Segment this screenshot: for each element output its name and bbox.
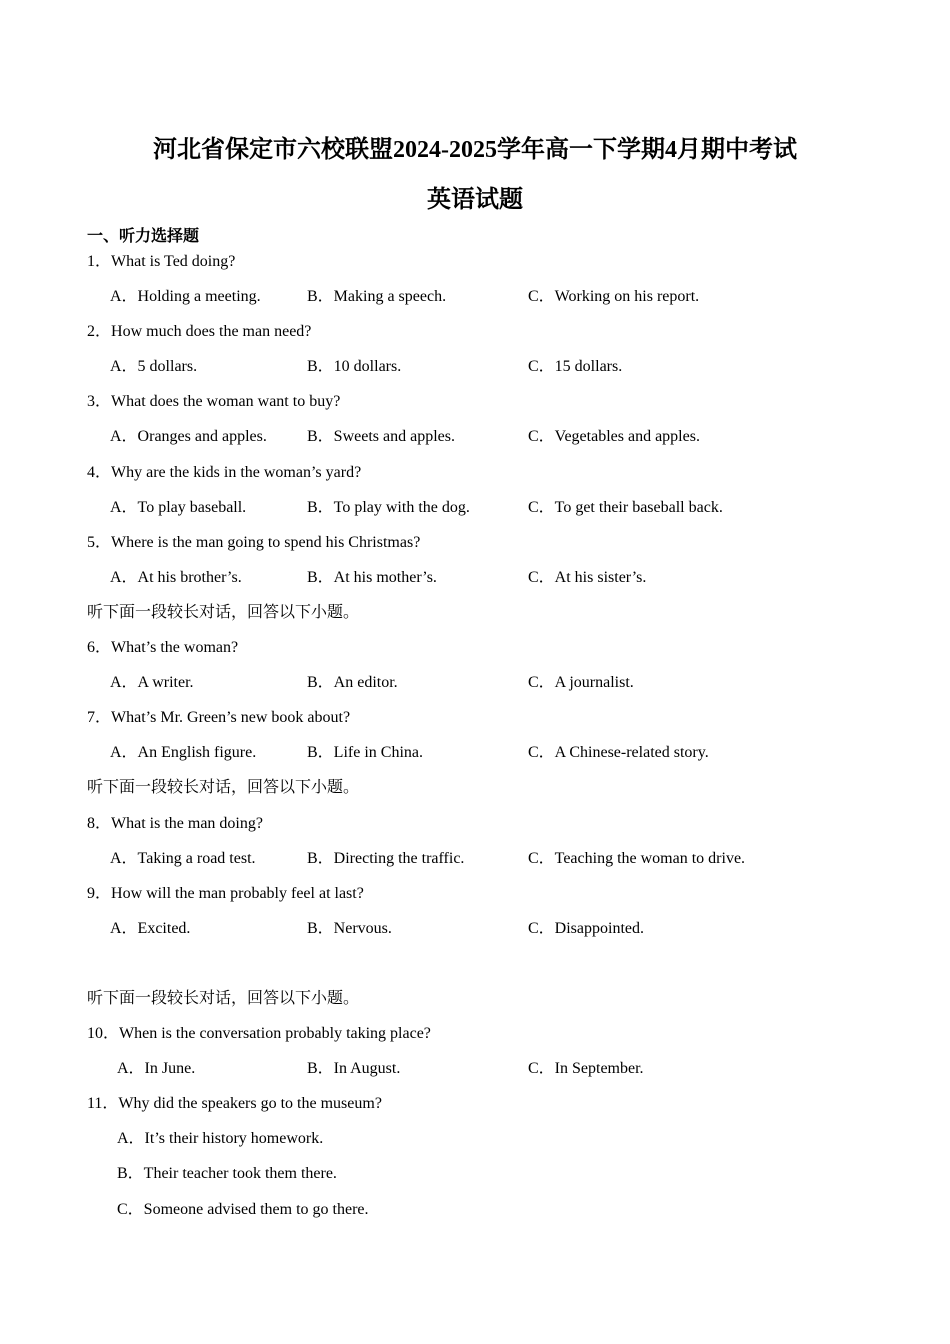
question-number: 9． — [87, 884, 112, 902]
option-b: B．In August. — [307, 1060, 401, 1078]
question-11 — [87, 1086, 877, 1121]
listening-instruction: 听下面一段较长对话，回答以下小题。 — [87, 989, 360, 1007]
question-10 — [87, 1016, 877, 1051]
option-c: C．Disappointed. — [528, 919, 644, 937]
option-b: B．Making a speech. — [307, 288, 447, 306]
question-2 — [87, 314, 877, 349]
question-1 — [87, 244, 877, 279]
question-number: 4． — [87, 463, 112, 481]
option-b: B．10 dollars. — [307, 358, 402, 376]
option-b: B．To play with the dog. — [307, 498, 470, 516]
listening-instruction: 听下面一段较长对话，回答以下小题。 — [87, 603, 360, 621]
options-11-c — [87, 1192, 877, 1227]
options-7 — [87, 735, 877, 770]
option-b: B．Life in China. — [307, 744, 423, 762]
question-number: 7． — [87, 709, 112, 727]
option-a: A．Oranges and apples. — [110, 428, 267, 446]
options-3 — [87, 419, 877, 454]
section-heading: 一、听力选择题 — [87, 228, 200, 245]
option-a: A．5 dollars. — [110, 358, 198, 376]
question-7 — [87, 700, 877, 735]
option-c: C．A Chinese-related story. — [528, 744, 709, 762]
options-9 — [87, 911, 877, 946]
question-8 — [87, 806, 877, 841]
option-c: C．In September. — [528, 1060, 644, 1078]
question-5 — [87, 525, 877, 560]
blank-line — [87, 946, 877, 981]
options-6 — [87, 665, 877, 700]
question-number: 6． — [87, 639, 112, 657]
question-number: 3． — [87, 393, 112, 411]
option-c: C．Someone advised them to go there. — [117, 1200, 369, 1218]
exam-title: 河北省保定市六校联盟2024-2025学年高一下学期4月期中考试 — [153, 137, 797, 163]
question-text: When is the conversation probably taking place? — [119, 1025, 431, 1043]
question-6 — [87, 630, 877, 665]
option-c: C．Vegetables and apples. — [528, 428, 700, 446]
question-number: 2． — [87, 323, 112, 341]
question-3 — [87, 384, 877, 419]
options-1 — [87, 279, 877, 314]
option-b: B．At his mother’s. — [307, 568, 437, 586]
option-b: B．An editor. — [307, 674, 398, 692]
question-text: How will the man probably feel at last? — [111, 884, 364, 902]
options-2 — [87, 349, 877, 384]
options-5 — [87, 560, 877, 595]
question-text: Why did the speakers go to the museum? — [118, 1095, 382, 1113]
option-c: C．Teaching the woman to drive. — [528, 849, 746, 867]
option-a: A．A writer. — [110, 674, 194, 692]
question-text: How much does the man need? — [111, 323, 312, 341]
option-b: B．Nervous. — [307, 919, 392, 937]
question-number: 1． — [87, 253, 112, 270]
options-8 — [87, 841, 877, 876]
question-text: What is Ted doing? — [111, 253, 236, 270]
option-c: C．To get their baseball back. — [528, 498, 723, 516]
option-a: A．Taking a road test. — [110, 849, 256, 867]
option-a: A．It’s their history homework. — [117, 1130, 324, 1148]
options-10 — [87, 1051, 877, 1086]
options-11-b — [87, 1156, 877, 1191]
option-a: A．To play baseball. — [110, 498, 247, 516]
question-number: 11． — [87, 1095, 119, 1113]
question-4 — [87, 455, 877, 490]
question-number: 10． — [87, 1025, 120, 1043]
option-c: C．15 dollars. — [528, 358, 623, 376]
option-b: B．Their teacher took them there. — [117, 1165, 337, 1183]
question-text: What does the woman want to buy? — [111, 393, 341, 411]
question-list — [87, 244, 877, 1227]
question-number: 8． — [87, 814, 112, 832]
options-4 — [87, 490, 877, 525]
option-a: A．Holding a meeting. — [110, 288, 261, 306]
option-a: A．At his brother’s. — [110, 568, 242, 586]
option-a: A．Excited. — [110, 919, 191, 937]
option-c: C．At his sister’s. — [528, 568, 647, 586]
option-c: C．A journalist. — [528, 674, 634, 692]
options-11-a — [87, 1121, 877, 1156]
option-c: C．Working on his report. — [528, 288, 700, 306]
question-text: What is the man doing? — [111, 814, 263, 832]
option-b: B．Sweets and apples. — [307, 428, 455, 446]
question-9 — [87, 876, 877, 911]
option-a: A．In June. — [117, 1060, 196, 1078]
listening-instruction: 听下面一段较长对话，回答以下小题。 — [87, 779, 360, 797]
question-text: Why are the kids in the woman’s yard? — [111, 463, 362, 481]
question-text: What’s the woman? — [111, 639, 239, 657]
question-number: 5． — [87, 533, 112, 551]
option-b: B．Directing the traffic. — [307, 849, 465, 867]
question-text: What’s Mr. Green’s new book about? — [111, 709, 351, 727]
question-text: Where is the man going to spend his Christmas? — [111, 533, 421, 551]
exam-subtitle: 英语试题 — [427, 187, 523, 213]
option-a: A．An English figure. — [110, 744, 257, 762]
